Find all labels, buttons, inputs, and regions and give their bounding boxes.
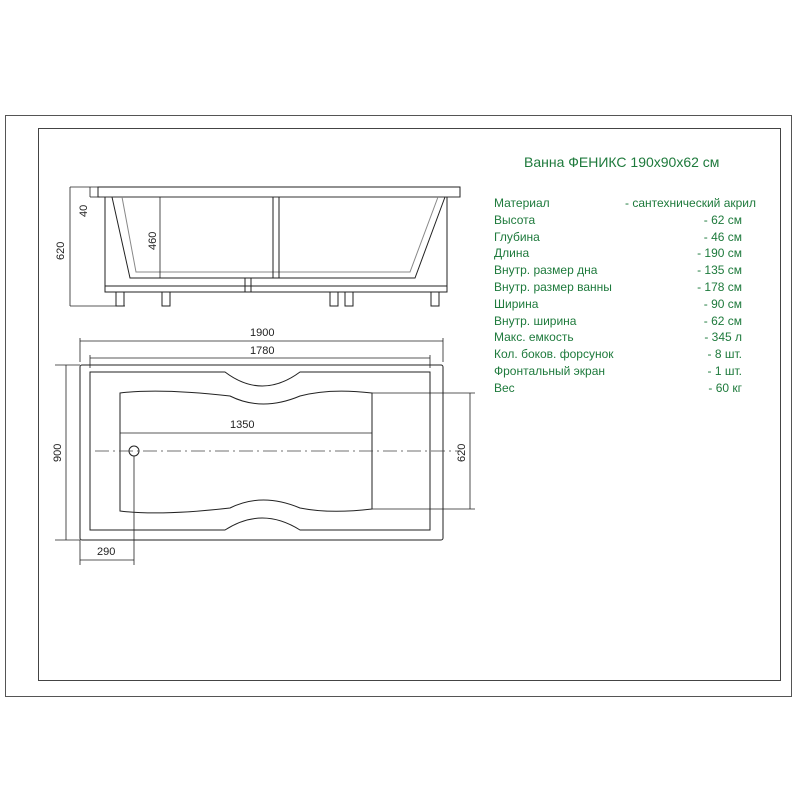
spec-row-inner-width xyxy=(494,314,762,331)
dim-top-inner-width: 620 xyxy=(456,443,468,462)
spec-value: - 60 кг xyxy=(708,380,742,395)
spec-label: Внутр. размер ванны xyxy=(494,279,612,294)
spec-label: Фронтальный экран xyxy=(494,363,606,378)
spec-value: - 62 см xyxy=(703,313,742,328)
spec-label: Внутр. размер дна xyxy=(494,263,598,278)
spec-label: Глубина xyxy=(494,229,540,244)
product-title: Ванна ФЕНИКС 190x90x62 см xyxy=(524,154,720,170)
spec-row-depth xyxy=(494,230,762,247)
dim-top-width: 900 xyxy=(52,443,64,462)
dim-side-depth: 460 xyxy=(147,231,159,250)
spec-label: Ширина xyxy=(494,296,539,311)
spec-value: - 1 шт. xyxy=(707,363,742,378)
dim-top-length: 1900 xyxy=(250,327,275,339)
spec-value: - 8 шт. xyxy=(707,347,742,362)
spec-row-material xyxy=(494,196,762,213)
top-view-bathtub xyxy=(80,365,443,540)
spec-row-inner-size xyxy=(494,280,762,297)
dim-top-drain-offset: 290 xyxy=(97,546,116,558)
spec-row-jets xyxy=(494,347,762,364)
spec-row-width xyxy=(494,297,762,314)
spec-label: Вес xyxy=(494,380,515,395)
spec-value: - 178 см xyxy=(697,279,742,294)
spec-value: - 190 см xyxy=(697,246,742,261)
spec-label: Длина xyxy=(494,246,530,261)
spec-label: Материал xyxy=(494,196,550,210)
spec-label: Внутр. ширина xyxy=(494,313,577,328)
dim-side-total-height: 620 xyxy=(55,241,67,260)
dim-side-rim: 40 xyxy=(78,204,90,217)
spec-row-length xyxy=(494,246,762,263)
spec-row-front-panel xyxy=(494,364,762,381)
spec-row-capacity xyxy=(494,330,762,347)
dim-top-inner-length: 1780 xyxy=(250,345,275,357)
spec-table xyxy=(494,196,762,398)
spec-row-bottom-size xyxy=(494,263,762,280)
spec-label: Высота xyxy=(494,212,536,227)
spec-row-weight xyxy=(494,381,762,398)
spec-value: - 345 л xyxy=(704,330,742,345)
spec-value: - 90 см xyxy=(703,296,742,311)
spec-value: - 62 см xyxy=(703,212,742,227)
spec-label: Кол. боков. форсунок xyxy=(494,347,614,362)
dim-top-bottom-length: 1350 xyxy=(230,419,255,431)
spec-value: - 135 см xyxy=(697,263,742,278)
spec-value: - сантехнический акрил xyxy=(625,196,756,210)
spec-label: Макс. емкость xyxy=(494,330,574,345)
spec-value: - 46 см xyxy=(703,229,742,244)
spec-row-height xyxy=(494,213,762,230)
